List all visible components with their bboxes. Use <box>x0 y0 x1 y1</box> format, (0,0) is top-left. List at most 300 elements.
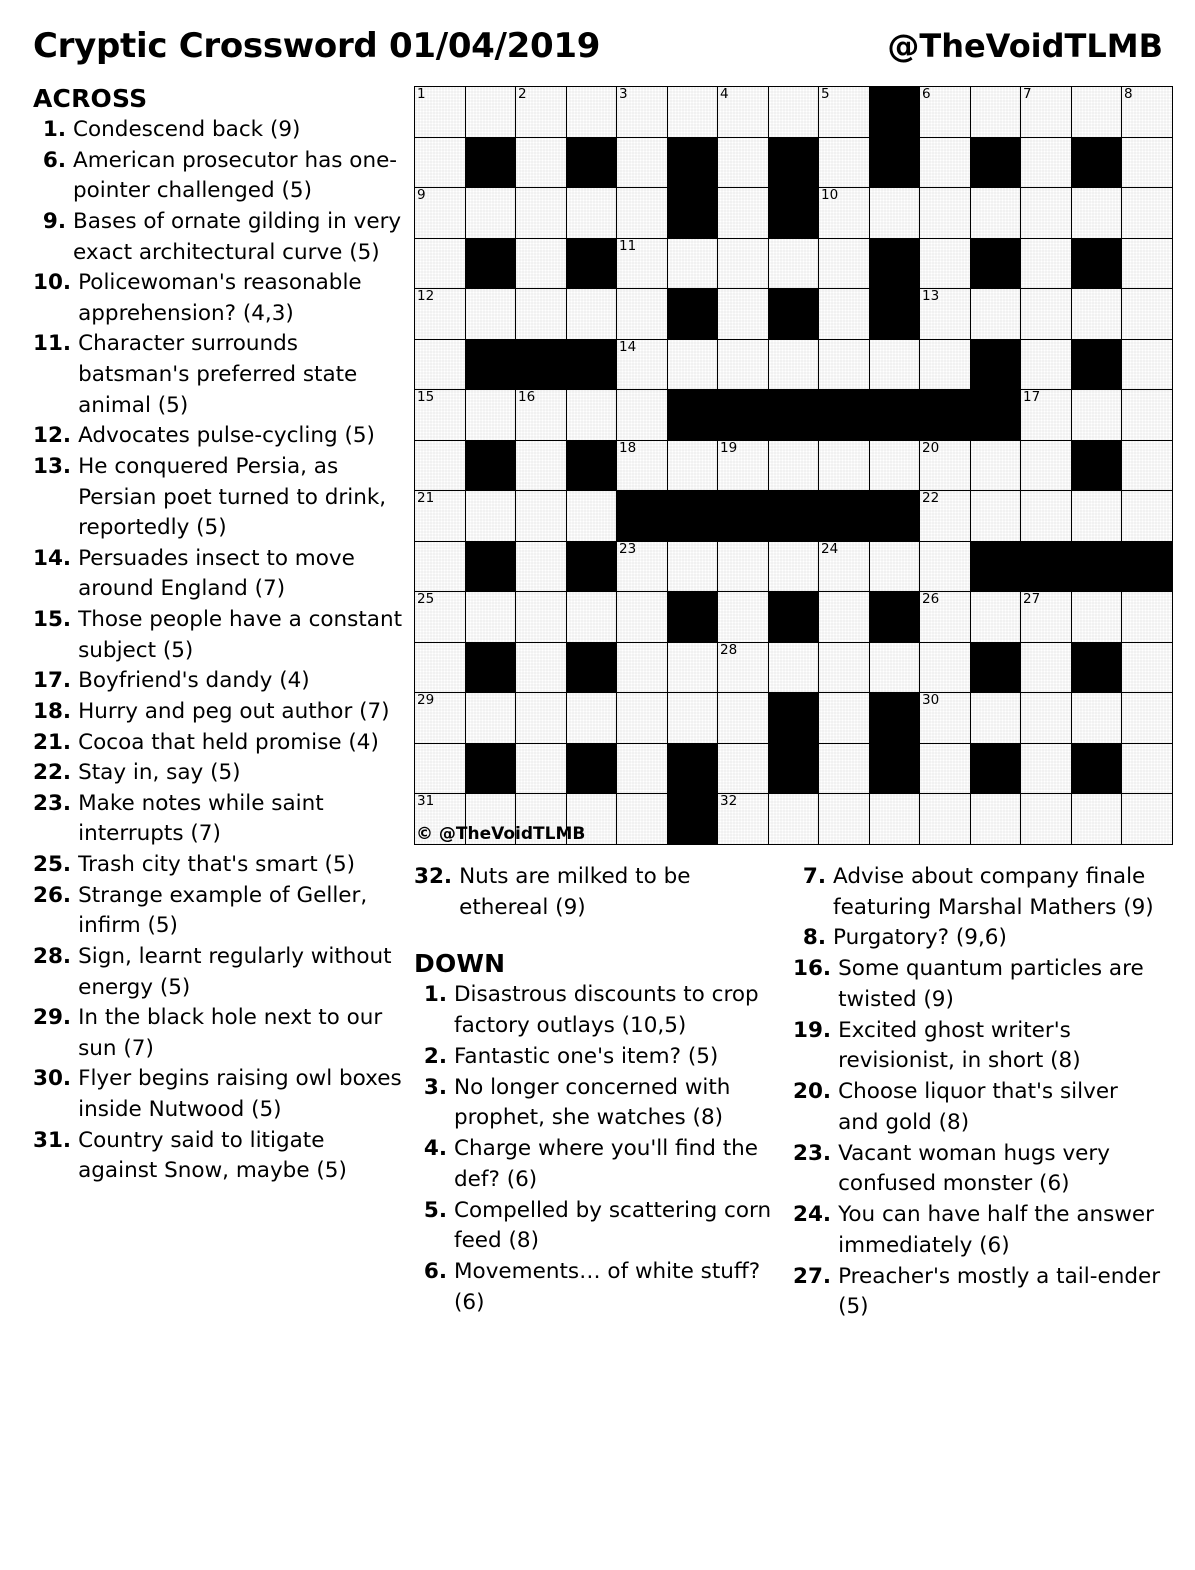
grid-cell-block <box>617 491 668 542</box>
grid-cell-block <box>869 693 920 744</box>
grid-cell[interactable] <box>869 440 920 491</box>
grid-cell[interactable] <box>415 339 466 390</box>
grid-cell[interactable] <box>718 440 769 491</box>
grid-cell-block <box>970 541 1021 592</box>
clue-item <box>33 452 408 544</box>
grid-cell-block <box>1071 238 1122 289</box>
grid-cell-number: 30 <box>922 692 940 708</box>
clue-number: 5. <box>423 1197 447 1223</box>
grid-cell[interactable] <box>1122 339 1173 390</box>
clue-text: Vacant woman hugs very confused monster (6) <box>838 1140 1110 1197</box>
clue-item <box>793 1262 1165 1323</box>
grid-cell[interactable] <box>667 87 718 138</box>
grid-cell[interactable] <box>1071 87 1122 138</box>
clue-text: In the black hole next to our sun (7) <box>78 1005 383 1061</box>
clue-number: 13. <box>33 453 72 479</box>
grid-cell[interactable] <box>415 238 466 289</box>
clue-text: Hurry and peg out author (7) <box>78 698 390 724</box>
grid-cell-number: 32 <box>720 793 738 809</box>
grid-cell[interactable] <box>768 541 819 592</box>
grid-cell[interactable] <box>869 642 920 693</box>
grid-cell[interactable] <box>920 289 971 340</box>
grid-cell-block <box>768 743 819 794</box>
grid-cell[interactable] <box>1071 693 1122 744</box>
clue-item <box>33 268 408 329</box>
clue-item <box>33 146 408 207</box>
grid-cell[interactable] <box>920 440 971 491</box>
clue-item <box>793 1016 1165 1077</box>
grid-cell[interactable] <box>718 188 769 239</box>
grid-cell[interactable] <box>920 491 971 542</box>
grid-cell[interactable] <box>1122 390 1173 441</box>
clue-number: 24. <box>793 1202 832 1228</box>
grid-cell[interactable] <box>516 440 567 491</box>
grid-cell[interactable] <box>718 794 769 845</box>
grid-cell[interactable] <box>415 137 466 188</box>
grid-cell[interactable] <box>415 592 466 643</box>
grid-cell-block <box>566 440 617 491</box>
down-heading: DOWN <box>414 949 506 979</box>
clue-item <box>793 862 1165 923</box>
grid-cell[interactable] <box>718 592 769 643</box>
grid-cell[interactable] <box>718 693 769 744</box>
across-clue-list-continued <box>414 862 774 923</box>
clue-number: 28. <box>33 943 72 969</box>
clue-text: Bases of ornate gilding in very exact architectural curve (5) <box>73 208 402 265</box>
grid-cell-block <box>1071 137 1122 188</box>
grid-cell[interactable] <box>617 440 668 491</box>
grid-row <box>415 743 1173 794</box>
clue-number: 26. <box>33 882 72 908</box>
grid-cell[interactable] <box>768 642 819 693</box>
grid-cell[interactable] <box>1021 491 1072 542</box>
clue-text: No longer concerned with prophet, she watches (8) <box>454 1074 731 1131</box>
grid-cell[interactable] <box>1122 592 1173 643</box>
grid-cell[interactable] <box>415 743 466 794</box>
grid-cell[interactable] <box>1021 642 1072 693</box>
grid-cell[interactable] <box>617 137 668 188</box>
grid-cell[interactable] <box>970 440 1021 491</box>
grid-cell[interactable] <box>970 491 1021 542</box>
grid-cell-number: 23 <box>619 540 637 557</box>
grid-cell-block <box>869 592 920 643</box>
grid-cell[interactable] <box>465 289 516 340</box>
page-title: Cryptic Crossword 01/04/2019 <box>33 26 601 66</box>
grid-cell[interactable] <box>415 491 466 542</box>
grid-cell[interactable] <box>970 794 1021 845</box>
grid-cell[interactable] <box>920 794 971 845</box>
grid-cell-block <box>667 390 718 441</box>
clue-number: 6. <box>423 1259 447 1285</box>
grid-cell[interactable] <box>819 238 870 289</box>
grid-cell[interactable] <box>1071 794 1122 845</box>
grid-cell[interactable] <box>516 592 567 643</box>
grid-cell[interactable] <box>1021 440 1072 491</box>
grid-cell[interactable] <box>819 87 870 138</box>
grid-cell-block <box>465 440 516 491</box>
grid-cell[interactable] <box>1122 491 1173 542</box>
grid-cell[interactable] <box>516 693 567 744</box>
clue-number: 10. <box>33 270 72 296</box>
clue-item <box>414 1073 774 1134</box>
grid-cell[interactable] <box>970 289 1021 340</box>
grid-cell[interactable] <box>617 238 668 289</box>
copyright-notice: © @TheVoidTLMB <box>416 824 586 844</box>
grid-cell[interactable] <box>1122 289 1173 340</box>
grid-cell[interactable] <box>869 541 920 592</box>
grid-cell[interactable] <box>819 693 870 744</box>
grid-cell[interactable] <box>617 390 668 441</box>
grid-cell[interactable] <box>1021 339 1072 390</box>
grid-cell[interactable] <box>1122 188 1173 239</box>
grid-cell[interactable] <box>415 390 466 441</box>
grid-cell[interactable] <box>415 541 466 592</box>
grid-cell-number: 7 <box>1023 86 1032 102</box>
clue-item <box>33 1064 408 1125</box>
grid-cell[interactable] <box>970 592 1021 643</box>
grid-cell[interactable] <box>465 188 516 239</box>
grid-cell-number: 19 <box>720 439 738 456</box>
clue-item <box>33 1003 408 1064</box>
grid-cell-number: 20 <box>922 439 940 456</box>
grid-cell[interactable] <box>1122 642 1173 693</box>
grid-row <box>415 238 1173 289</box>
grid-cell[interactable] <box>1071 390 1122 441</box>
grid-cell[interactable] <box>819 339 870 390</box>
grid-cell[interactable] <box>516 188 567 239</box>
grid-cell[interactable] <box>718 339 769 390</box>
clue-text: Some quantum particles are twisted (9) <box>838 956 1144 1012</box>
grid-row <box>415 289 1173 340</box>
grid-row <box>415 440 1173 491</box>
grid-cell[interactable] <box>970 693 1021 744</box>
grid-cell-block <box>566 541 617 592</box>
grid-cell[interactable] <box>718 87 769 138</box>
grid-cell[interactable] <box>516 743 567 794</box>
grid-cell[interactable] <box>1122 440 1173 491</box>
right-clue-column <box>793 862 1165 1323</box>
grid-cell[interactable] <box>415 188 466 239</box>
grid-cell-number: 26 <box>922 591 940 607</box>
grid-row <box>415 491 1173 542</box>
grid-cell[interactable] <box>1071 592 1122 643</box>
grid-cell[interactable] <box>768 794 819 845</box>
grid-cell[interactable] <box>617 339 668 390</box>
grid-cell-block <box>970 390 1021 441</box>
grid-cell-block <box>566 238 617 289</box>
grid-cell[interactable] <box>566 87 617 138</box>
grid-cell[interactable] <box>768 440 819 491</box>
clue-item <box>793 1077 1165 1138</box>
grid-cell[interactable] <box>920 743 971 794</box>
grid-cell[interactable] <box>1071 491 1122 542</box>
clue-number: 1. <box>423 982 447 1008</box>
grid-cell[interactable] <box>465 87 516 138</box>
clue-item <box>793 954 1165 1015</box>
grid-row <box>415 390 1173 441</box>
grid-cell[interactable] <box>465 390 516 441</box>
grid-cell[interactable] <box>1122 87 1173 138</box>
grid-cell[interactable] <box>566 188 617 239</box>
grid-cell-block <box>667 188 718 239</box>
grid-cell[interactable] <box>516 238 567 289</box>
grid-cell[interactable] <box>1021 289 1072 340</box>
grid-cell[interactable] <box>819 642 870 693</box>
clue-number: 25. <box>33 852 72 877</box>
clue-text: Condescend back (9) <box>73 117 301 142</box>
grid-cell-number: 15 <box>417 389 435 405</box>
clue-item <box>33 329 408 421</box>
grid-cell-number: 25 <box>417 591 435 607</box>
clue-item <box>33 728 408 759</box>
grid-cell[interactable] <box>819 137 870 188</box>
clue-number: 32. <box>414 864 453 889</box>
grid-cell[interactable] <box>617 87 668 138</box>
grid-cell[interactable] <box>869 339 920 390</box>
clue-number: 20. <box>793 1079 832 1105</box>
grid-cell[interactable] <box>869 188 920 239</box>
column-spacer <box>414 923 774 949</box>
crossword-grid[interactable] <box>414 86 1173 845</box>
clue-number: 2. <box>423 1043 447 1069</box>
clue-text: Those people have a constant subject (5) <box>78 607 403 663</box>
grid-cell-block <box>465 238 516 289</box>
clue-text: Flyer begins raising owl boxes inside Nutwood (5) <box>78 1066 402 1122</box>
clue-text: Character surrounds batsman's preferred state animal (5) <box>78 331 358 418</box>
clue-text: Advise about company finale featuring Marshal Mathers (9) <box>833 864 1154 920</box>
grid-cell-number: 13 <box>922 288 940 304</box>
clue-item <box>414 862 774 923</box>
grid-cell[interactable] <box>1122 743 1173 794</box>
grid-cell[interactable] <box>1122 693 1173 744</box>
grid-cell[interactable] <box>1071 188 1122 239</box>
grid-cell[interactable] <box>1021 592 1072 643</box>
grid-cell-number: 17 <box>1023 389 1041 405</box>
grid-cell[interactable] <box>819 440 870 491</box>
grid-cell[interactable] <box>516 87 567 138</box>
grid-cell[interactable] <box>516 137 567 188</box>
grid-cell-block <box>667 794 718 845</box>
clue-number: 14. <box>33 545 72 571</box>
clue-text: Disastrous discounts to crop factory outlays (10,5) <box>454 982 759 1039</box>
grid-cell[interactable] <box>970 87 1021 138</box>
grid-cell[interactable] <box>718 541 769 592</box>
clue-number: 4. <box>423 1136 447 1162</box>
grid-cell[interactable] <box>617 743 668 794</box>
grid-cell[interactable] <box>1021 137 1072 188</box>
clue-item <box>793 1139 1165 1200</box>
grid-cell-block <box>970 137 1021 188</box>
grid-cell-block <box>819 491 870 542</box>
grid-cell-number: 10 <box>821 187 839 203</box>
across-heading: ACROSS <box>33 84 148 113</box>
clue-text: Movements… of white stuff? (6) <box>454 1259 761 1315</box>
clue-number: 29. <box>33 1005 72 1031</box>
clue-text: Policewoman's reasonable apprehension? (4,3) <box>78 270 362 326</box>
grid-cell[interactable] <box>667 693 718 744</box>
grid-cell[interactable] <box>516 541 567 592</box>
grid-cell-block <box>768 188 819 239</box>
grid-cell[interactable] <box>415 693 466 744</box>
grid-cell-block <box>970 238 1021 289</box>
grid-cell[interactable] <box>920 137 971 188</box>
grid-cell[interactable] <box>667 238 718 289</box>
clue-text: Preacher's mostly a tail-ender (5) <box>838 1263 1161 1320</box>
grid-cell[interactable] <box>566 491 617 542</box>
grid-cell[interactable] <box>566 390 617 441</box>
grid-cell[interactable] <box>819 592 870 643</box>
grid-row <box>415 188 1173 239</box>
grid-cell-block <box>768 289 819 340</box>
clue-number: 12. <box>33 423 72 449</box>
clue-text: He conquered Persia, as Persian poet turned to drink, reportedly (5) <box>78 453 387 541</box>
grid-cell[interactable] <box>465 491 516 542</box>
grid-cell[interactable] <box>415 642 466 693</box>
grid-cell[interactable] <box>617 693 668 744</box>
grid-cell-block <box>920 390 971 441</box>
clue-item <box>793 1200 1165 1261</box>
grid-cell-number: 2 <box>518 86 527 102</box>
grid-cell[interactable] <box>1021 794 1072 845</box>
grid-cell[interactable] <box>768 238 819 289</box>
grid-cell[interactable] <box>819 794 870 845</box>
grid-cell-number: 14 <box>619 338 637 355</box>
grid-cell[interactable] <box>667 440 718 491</box>
grid-cell[interactable] <box>819 541 870 592</box>
grid-cell[interactable] <box>617 289 668 340</box>
grid-cell[interactable] <box>718 238 769 289</box>
grid-cell-block <box>566 743 617 794</box>
grid-cell[interactable] <box>1122 238 1173 289</box>
grid-cell[interactable] <box>920 693 971 744</box>
grid-cell[interactable] <box>970 188 1021 239</box>
grid-cell[interactable] <box>516 642 567 693</box>
grid-cell-number: 8 <box>1124 86 1133 102</box>
grid-cell[interactable] <box>718 289 769 340</box>
grid-cell[interactable] <box>1021 693 1072 744</box>
grid-cell[interactable] <box>768 339 819 390</box>
grid-cell[interactable] <box>465 592 516 643</box>
clue-item <box>414 980 774 1041</box>
crossword-grid-table[interactable] <box>414 86 1173 845</box>
grid-cell[interactable] <box>617 188 668 239</box>
clue-number: 27. <box>793 1263 832 1289</box>
grid-cell-block <box>667 743 718 794</box>
clue-item <box>414 1042 774 1073</box>
grid-cell[interactable] <box>1021 743 1072 794</box>
grid-cell[interactable] <box>768 87 819 138</box>
grid-cell-number: 3 <box>619 86 628 102</box>
grid-cell[interactable] <box>920 238 971 289</box>
clue-text: Choose liquor that's silver and gold (8) <box>838 1079 1118 1135</box>
grid-cell[interactable] <box>465 693 516 744</box>
grid-cell[interactable] <box>920 642 971 693</box>
clue-number: 22. <box>33 760 72 786</box>
grid-cell[interactable] <box>920 188 971 239</box>
grid-cell[interactable] <box>617 794 668 845</box>
grid-cell[interactable] <box>415 440 466 491</box>
grid-cell[interactable] <box>819 289 870 340</box>
clue-number: 23. <box>793 1140 832 1166</box>
clue-text: Compelled by scattering corn feed (8) <box>454 1197 772 1254</box>
grid-cell-block <box>718 491 769 542</box>
grid-cell[interactable] <box>566 693 617 744</box>
grid-cell[interactable] <box>718 642 769 693</box>
clue-item <box>33 758 408 789</box>
grid-cell-block <box>667 491 718 542</box>
grid-cell[interactable] <box>1021 188 1072 239</box>
grid-cell-block <box>869 491 920 542</box>
grid-cell[interactable] <box>667 541 718 592</box>
grid-cell-block <box>1122 541 1173 592</box>
grid-cell[interactable] <box>617 592 668 643</box>
clue-text: American prosecutor has one-pointer challenged (5) <box>73 147 398 204</box>
grid-cell[interactable] <box>667 339 718 390</box>
clue-number: 31. <box>33 1127 72 1153</box>
grid-cell-block <box>465 339 516 390</box>
grid-cell-block <box>970 339 1021 390</box>
grid-cell[interactable] <box>920 541 971 592</box>
clue-number: 6. <box>42 147 66 173</box>
clue-item <box>414 1257 774 1318</box>
grid-cell[interactable] <box>819 188 870 239</box>
grid-cell[interactable] <box>920 592 971 643</box>
grid-cell[interactable] <box>1122 137 1173 188</box>
grid-cell[interactable] <box>516 491 567 542</box>
clue-text: Excited ghost writer's revisionist, in short (8) <box>838 1017 1081 1074</box>
grid-cell[interactable] <box>920 87 971 138</box>
grid-cell[interactable] <box>718 137 769 188</box>
grid-cell[interactable] <box>516 390 567 441</box>
grid-cell-block <box>1071 642 1122 693</box>
grid-row <box>415 693 1173 744</box>
grid-cell-block <box>465 642 516 693</box>
middle-clue-column <box>414 862 774 1319</box>
clue-number: 9. <box>42 208 66 234</box>
grid-cell-block <box>768 137 819 188</box>
clue-text: Cocoa that held promise (4) <box>78 729 379 755</box>
grid-cell[interactable] <box>566 289 617 340</box>
grid-cell[interactable] <box>617 642 668 693</box>
grid-cell[interactable] <box>1021 238 1072 289</box>
grid-cell[interactable] <box>1071 289 1122 340</box>
grid-cell[interactable] <box>869 794 920 845</box>
grid-cell[interactable] <box>667 642 718 693</box>
grid-cell[interactable] <box>566 592 617 643</box>
grid-cell-block <box>465 743 516 794</box>
grid-cell-block <box>768 592 819 643</box>
grid-cell-number: 27 <box>1023 591 1041 607</box>
clue-number: 19. <box>793 1017 832 1043</box>
clue-number: 11. <box>33 331 72 357</box>
grid-cell[interactable] <box>415 289 466 340</box>
grid-cell[interactable] <box>516 289 567 340</box>
grid-cell[interactable] <box>1021 87 1072 138</box>
grid-cell[interactable] <box>718 743 769 794</box>
clue-item <box>33 850 408 881</box>
grid-row <box>415 137 1173 188</box>
grid-cell[interactable] <box>415 87 466 138</box>
grid-cell-number: 9 <box>417 187 426 203</box>
grid-cell[interactable] <box>617 541 668 592</box>
grid-cell[interactable] <box>1122 794 1173 845</box>
grid-cell[interactable] <box>1021 390 1072 441</box>
grid-cell[interactable] <box>920 339 971 390</box>
down-clue-list <box>414 980 774 1318</box>
grid-cell-number: 16 <box>518 389 536 405</box>
grid-row <box>415 541 1173 592</box>
grid-cell[interactable] <box>819 743 870 794</box>
